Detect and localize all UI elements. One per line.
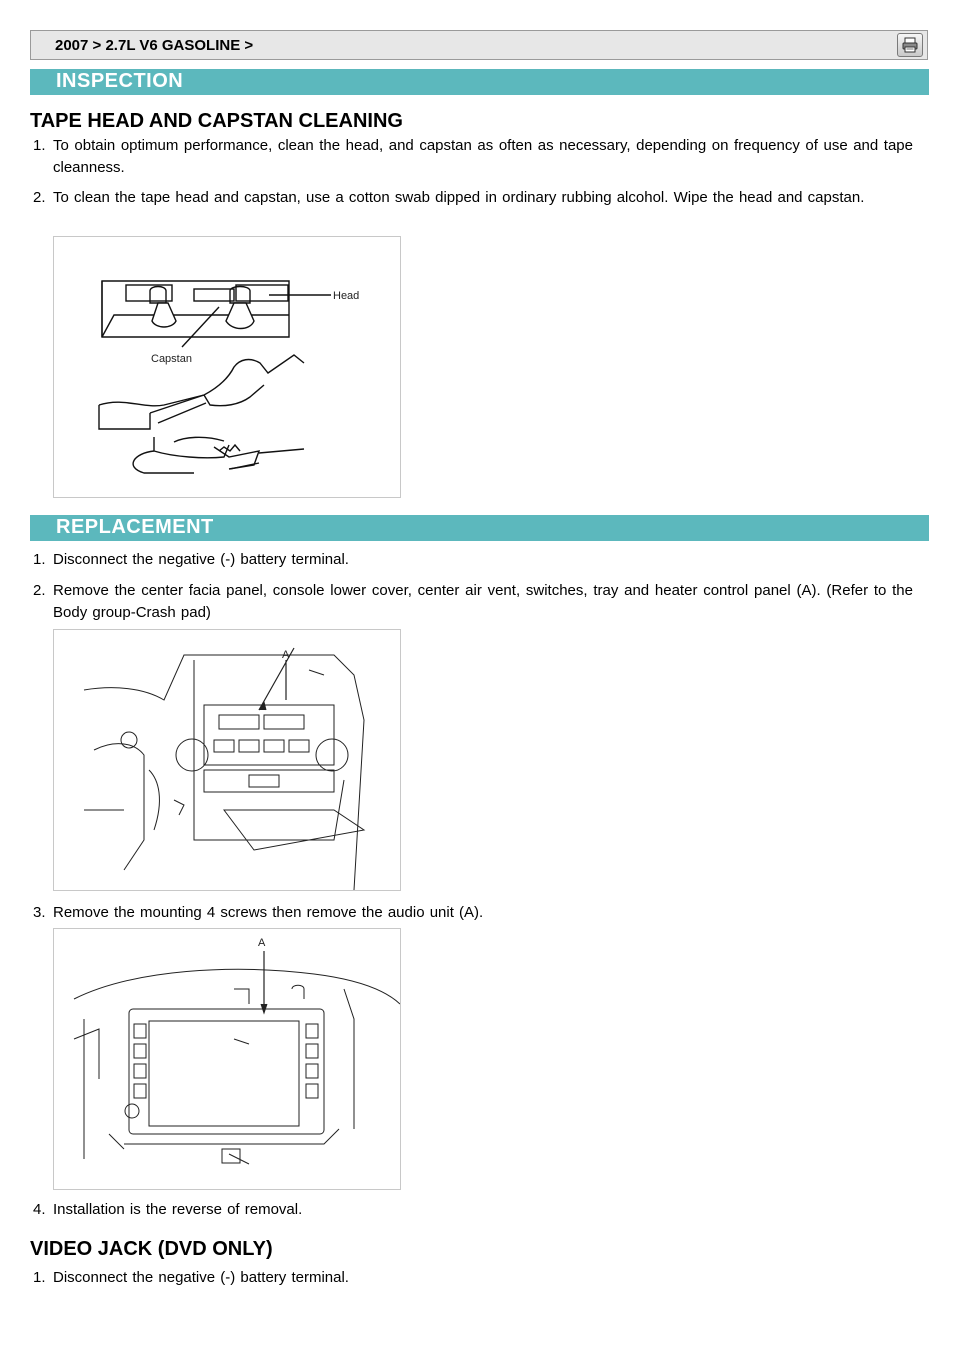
step-text: Disconnect the negative (-) battery terminal. — [53, 551, 349, 568]
step-number: 2. — [33, 582, 46, 599]
label-capstan: Capstan — [151, 353, 192, 365]
replacement-step-2 — [33, 580, 913, 624]
step-text: Remove the center facia panel, console lower cover, center air vent, switches, tray and heater control panel (A). (Refer to the Body group-Crash pad) — [53, 582, 913, 621]
replacement-step-4 — [33, 1199, 913, 1221]
heading-video-jack: VIDEO JACK (DVD ONLY) — [30, 1238, 273, 1260]
figure-audio-unit — [53, 928, 401, 1190]
section-bar-replacement — [30, 515, 929, 541]
step-text: Disconnect the negative (-) battery terminal. — [53, 1269, 349, 1286]
breadcrumb: 2007 > 2.7L V6 GASOLINE > — [55, 37, 254, 54]
step-text: Remove the mounting 4 screws then remove the audio unit (A). — [53, 904, 484, 921]
video-jack-step-1 — [33, 1267, 913, 1289]
print-button[interactable] — [897, 33, 923, 57]
replacement-step-1 — [33, 549, 913, 571]
step-text: To clean the tape head and capstan, use a cotton swab dipped in ordinary rubbing alcohol. Wipe the head and capstan. — [53, 189, 865, 206]
printer-icon — [901, 36, 919, 54]
section-title-inspection: INSPECTION — [56, 70, 184, 92]
section-title-replacement: REPLACEMENT — [56, 516, 214, 538]
step-number: 3. — [33, 904, 46, 921]
label-a-audio: A — [258, 937, 266, 949]
label-head: Head — [333, 290, 360, 302]
section-bar-inspection — [30, 69, 929, 95]
step-number: 1. — [33, 137, 46, 154]
figure-heater-control-panel — [53, 629, 401, 891]
inspection-step-1 — [33, 135, 913, 179]
step-text: To obtain optimum performance, clean the head, and capstan as often as necessary, depending on frequency of use and tape cleanness. — [53, 137, 913, 176]
step-number: 1. — [33, 551, 46, 568]
step-text: Installation is the reverse of removal. — [53, 1201, 303, 1218]
figure-tape-head-capstan — [53, 236, 401, 498]
heading-tape-head-cleaning: TAPE HEAD AND CAPSTAN CLEANING — [30, 110, 403, 132]
step-number: 4. — [33, 1201, 46, 1218]
label-a-heater: A — [282, 649, 290, 661]
inspection-step-2 — [33, 187, 913, 209]
replacement-step-3 — [33, 902, 913, 924]
step-number: 2. — [33, 189, 46, 206]
step-number: 1. — [33, 1269, 46, 1286]
breadcrumb-bar — [30, 30, 928, 60]
